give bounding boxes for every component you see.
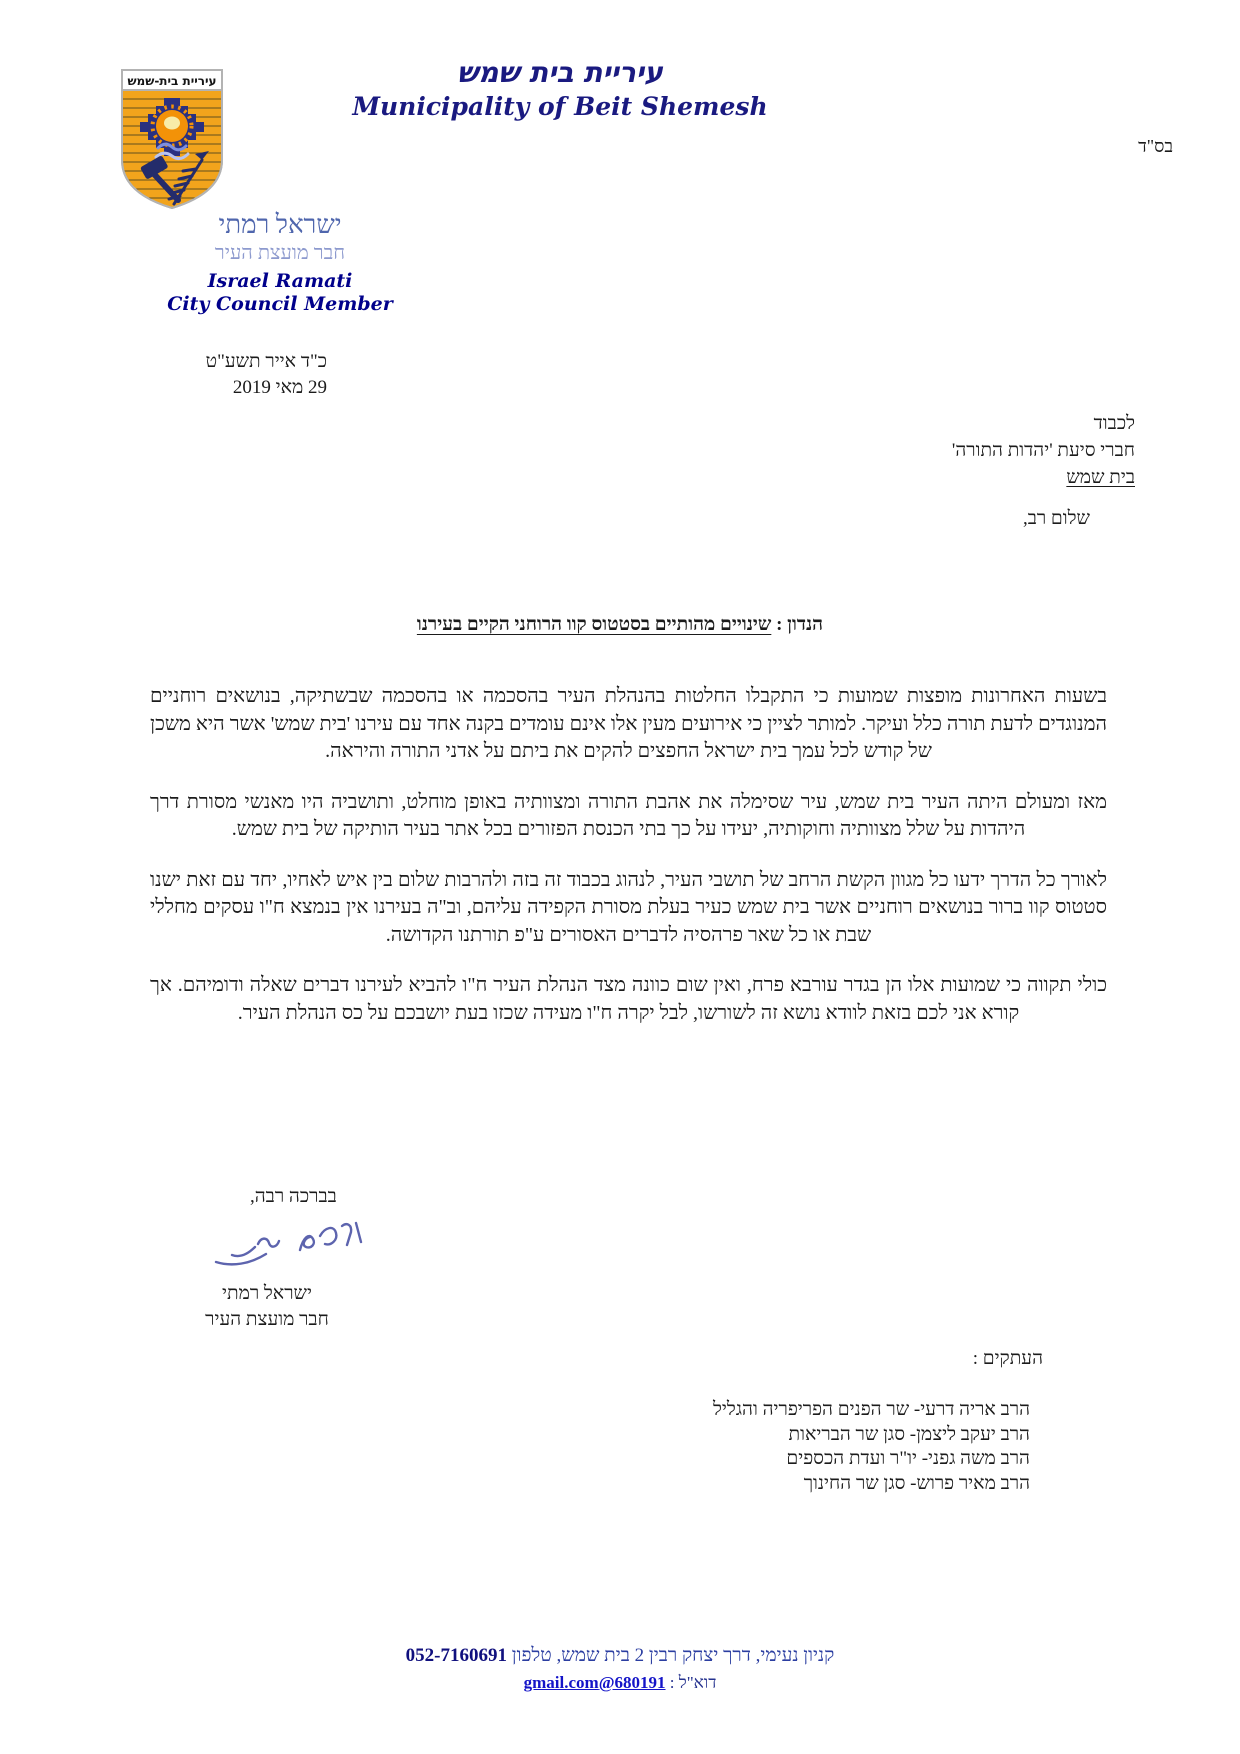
footer-address-line — [0, 1642, 1240, 1669]
copies-label: העתקים : — [972, 1348, 1043, 1369]
municipality-title-english: Municipality of Beit Shemesh — [352, 92, 768, 121]
footer-email-link[interactable]: 680191@gmail.com — [523, 1673, 666, 1692]
copy-recipient: הרב יעקב ליצמן- סגן שר הבריאות — [788, 1423, 1030, 1445]
copies-list — [713, 1398, 1030, 1496]
recipient-name: חברי סיעת 'יהדות התורה' — [951, 440, 1135, 461]
sender-name-hebrew: ישראל רמתי — [218, 210, 342, 239]
logo-banner-text: עיריית בית-שמש — [127, 74, 217, 88]
copy-recipient: הרב אריה דרעי- שר הפנים הפריפריה והגליל — [713, 1399, 1030, 1420]
footer-address: קניון נעימי, דרך יצחק רבין 2 בית שמש, טלפון — [506, 1645, 835, 1666]
sender-name-english: Israel Ramati — [207, 270, 353, 292]
footer — [0, 1642, 1240, 1696]
footer-phone: 052-7160691 — [405, 1645, 507, 1666]
footer-email-line — [0, 1669, 1240, 1696]
sender-block — [155, 210, 405, 315]
recipient-block — [952, 410, 1135, 491]
letter-body — [150, 683, 1107, 1050]
coat-of-arms-icon — [114, 60, 230, 212]
signature-name: ישראל רמתי — [222, 1283, 312, 1304]
signature-image — [188, 1214, 388, 1282]
paragraph-2: מאז ומעולם היתה העיר בית שמש, עיר שסימלה את אהבת התורה ומצוותיה באופן מוחלט, ותושביה היו מאנשי מסורת דרך היהדות על שלל מצוותיה וחוקותיה, יעידו על כך בתי הכנסת הפזורים בכל אתר בעיר הותיקה של בית שמש. — [150, 790, 1107, 840]
municipality-title-hebrew: עיריית בית שמש — [457, 56, 663, 89]
date-block — [160, 349, 327, 401]
subject-text: שינויים מהותיים בסטטוס קוו הרוחני הקיים בעירנו — [416, 614, 772, 635]
paragraph-4: כולי תקווה כי שמועות אלו הן בגדר עורבא פרח, ואין שום כוונה מצד הנהלת העיר ח"ו להביא לעירנו דברים שאלה ודומיהם. אך קורא אני לכם בזאת לוודא נושא זה לשורשו, לבל יקרה ח"ו מעידה שכזו בעת יושבכם על כס הנהלת העיר. — [150, 974, 1107, 1024]
hebrew-date: כ"ד אייר תשע"ט — [205, 351, 327, 372]
sender-role-english: City Council Member — [167, 293, 393, 315]
copy-recipient: הרב מאיר פרוש- סגן שר החינוך — [803, 1472, 1030, 1494]
municipality-logo — [114, 60, 230, 212]
signature-block — [172, 1281, 362, 1333]
paragraph-3: לאורך כל הדרך ידעו כל מגוון הקשת הרחב של תושבי העיר, לנהוג בכבוד זה בזה ולהרבות שלום בין איש לאחיו, יחד עם זאת ישנו סטטוס קוו ברור בנושאים רוחניים אשר בית שמש כעיר בעלת מסורת הקפידה עליהם, וב"ה בעירנו אין בנמצא ח"ו עסקים מחללי שבת או כל שאר פרהסיה לדברים האסורים ע"פ תורתנו הקדושה. — [150, 868, 1107, 946]
signature-role: חבר מועצת העיר — [205, 1309, 329, 1330]
gregorian-date: 29 מאי 2019 — [232, 377, 327, 398]
greeting: שלום רב, — [1022, 508, 1090, 529]
subject-line — [60, 614, 1180, 636]
sender-role-hebrew: חבר מועצת העיר — [214, 242, 346, 264]
recipient-honorific: לכבוד — [1093, 413, 1135, 434]
letterhead — [300, 56, 820, 121]
footer-email-label: דוא"ל : — [665, 1673, 717, 1692]
subject-label: הנדון : — [776, 614, 824, 635]
copy-recipient: הרב משה גפני- יו"ר ועדת הכספים — [786, 1448, 1030, 1469]
besiyata-mark: בס"ד — [1138, 136, 1173, 156]
paragraph-1: בשעות האחרונות מופצות שמועות כי התקבלו החלטות בהנהלת העיר בהסכמה או בהסכמה שבשתיקה, בנושאים רוחניים המנוגדים לדעת תורה כלל ועיקר. למותר לציין כי אירועים מעין אלו אינם עומדים בקנה אחד עם עירנו 'בית שמש' אשר היא משכן של קודש לכל עמך בית ישראל החפצים להקים את ביתם על אדני התורה והיראה. — [150, 685, 1107, 762]
closing-salutation: בברכה רבה, — [250, 1186, 337, 1207]
recipient-city: בית שמש — [1066, 467, 1135, 488]
handwritten-signature — [188, 1214, 388, 1282]
